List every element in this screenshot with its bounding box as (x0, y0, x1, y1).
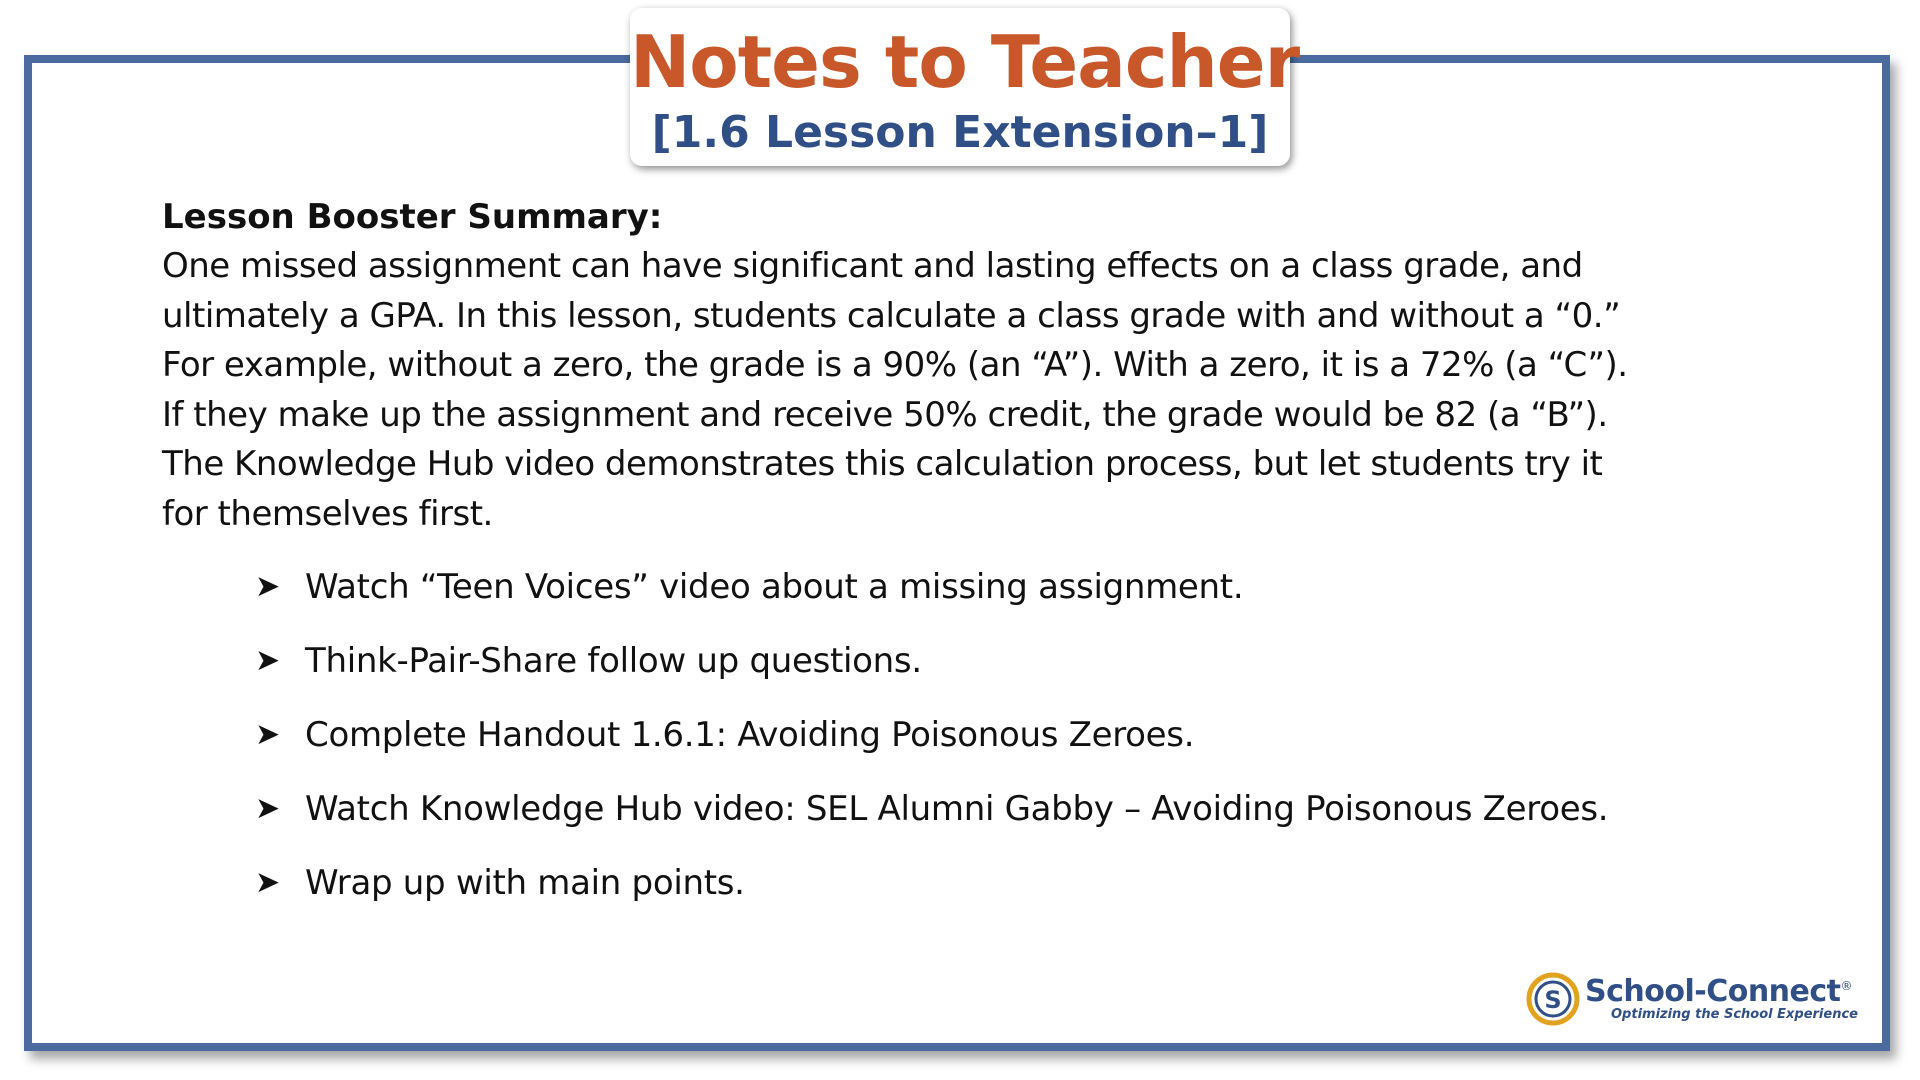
title-box (630, 8, 1300, 166)
summary-line: The Knowledge Hub video demonstrates this calculation process, but let students try it (162, 444, 1603, 484)
logo-name (1585, 968, 1852, 1010)
arrowhead-bullet-icon: ➤ (255, 717, 280, 752)
slide-title: Notes to Teacher (630, 20, 1300, 104)
slide-subtitle: [1.6 Lesson Extension–1] (651, 107, 1269, 158)
arrowhead-bullet-icon: ➤ (255, 569, 280, 604)
logo-tagline: Optimizing the School Experience (1611, 1007, 1858, 1022)
list-item-text: Watch Knowledge Hub video: SEL Alumni Gabby – Avoiding Poisonous Zeroes. (305, 789, 1609, 829)
lesson-summary (162, 192, 1762, 539)
school-connect-logo (1523, 968, 1883, 1030)
registered-mark: ® (1840, 979, 1853, 993)
summary-line: for themselves first. (162, 493, 493, 534)
school-connect-logo-icon (1526, 972, 1580, 1026)
list-item-text: Wrap up with main points. (305, 863, 745, 903)
summary-line: If they make up the assignment and receive 50% credit, the grade would be 82 (a “B”). (162, 394, 1608, 435)
summary-body (162, 242, 1762, 539)
list-item (255, 784, 1608, 858)
summary-line: ultimately a GPA. In this lesson, students calculate a class grade with and without a “0.” (162, 295, 1621, 336)
arrowhead-bullet-icon: ➤ (255, 643, 280, 678)
arrowhead-bullet-icon: ➤ (255, 865, 280, 900)
list-item (255, 636, 1608, 710)
list-item-text: Watch “Teen Voices” video about a missing assignment. (305, 567, 1244, 607)
summary-heading: Lesson Booster Summary: (162, 197, 663, 237)
svg-text:S: S (1544, 986, 1562, 1014)
list-item (255, 710, 1608, 784)
list-item-text: Complete Handout 1.6.1: Avoiding Poisonous Zeroes. (305, 715, 1195, 755)
summary-line: One missed assignment can have significant and lasting effects on a class grade, and (162, 246, 1583, 286)
activity-list (255, 562, 1608, 932)
list-item (255, 858, 1608, 932)
list-item-text: Think-Pair-Share follow up questions. (305, 641, 922, 681)
logo-name-text: School-Connect (1585, 974, 1841, 1009)
summary-line: For example, without a zero, the grade is a 90% (an “A”). With a zero, it is a 72% (a “C”). (162, 345, 1628, 385)
arrowhead-bullet-icon: ➤ (255, 791, 280, 826)
list-item (255, 562, 1608, 636)
